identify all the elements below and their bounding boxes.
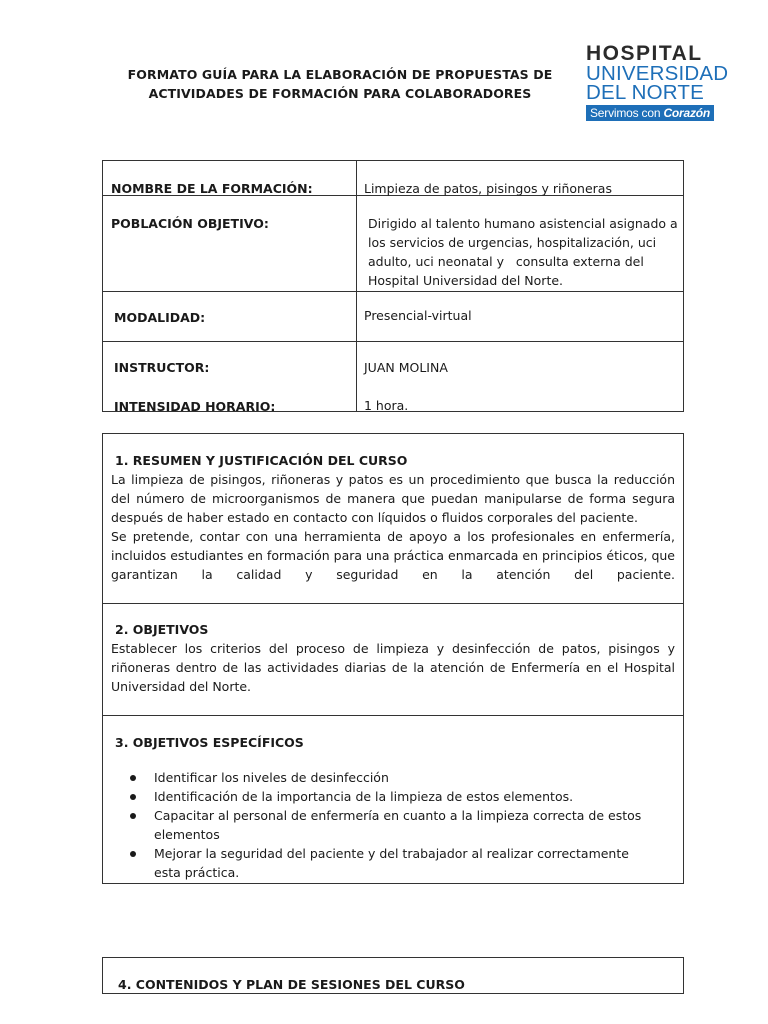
especificos-list: [130, 768, 650, 882]
resumen-paragraph-1: La limpieza de pisingos, riñoneras y patos es un procedimiento que busca la reducción del número de microorganismos de manera que puedan manipularse de forma segura después de haber estado en contacto con líquidos o fluidos corporales del paciente.: [111, 472, 675, 525]
bullet-icon: [130, 794, 136, 800]
poblacion-line: Dirigido al talento humano asistencial asignado a: [368, 216, 678, 231]
list-item: Capacitar al personal de enfermería en cuanto a la limpieza correcta de estos elementos: [130, 806, 650, 844]
value-nombre: Limpieza de patos, pisingos y riñoneras: [364, 181, 612, 196]
value-instructor: JUAN MOLINA: [364, 360, 448, 375]
section-divider: [103, 603, 683, 604]
value-poblacion: [368, 214, 680, 290]
label-intensidad: INTENSIDAD HORARIO:: [114, 399, 276, 414]
value-modalidad: Presencial-virtual: [364, 308, 472, 323]
label-modalidad: MODALIDAD:: [114, 310, 206, 325]
poblacion-line: los servicios de urgencias, hospitalización, uci: [368, 235, 657, 250]
table-column-divider: [356, 161, 357, 411]
list-item: Identificación de la importancia de la limpieza de estos elementos.: [130, 787, 650, 806]
objetivos-paragraph: Establecer los criterios del proceso de limpieza y desinfección de patos, pisingos y riñoneras dentro de las actividades diarias de la atención de Enfermería en el Hospital Universidad del Norte.: [111, 641, 675, 694]
objetivos-heading: 2. OBJETIVOS: [115, 622, 209, 637]
table-row-divider: [103, 291, 683, 292]
poblacion-line: adulto, uci neonatal y consulta externa del: [368, 254, 644, 269]
objetivos-body: [111, 639, 675, 696]
table-row-divider: [103, 341, 683, 342]
especificos-heading: 3. OBJETIVOS ESPECÍFICOS: [115, 735, 304, 750]
title-line-2: ACTIVIDADES DE FORMACIÓN PARA COLABORADORES: [148, 86, 532, 101]
hospital-logo: [586, 44, 746, 121]
title-line-1: FORMATO GUÍA PARA LA ELABORACIÓN DE PROPUESTAS DE: [127, 67, 553, 82]
contenidos-box: [102, 957, 684, 994]
bullet-icon: [130, 775, 136, 781]
label-instructor: INSTRUCTOR:: [114, 360, 210, 375]
section-divider: [103, 715, 683, 716]
tagline-bold: Corazón: [663, 106, 711, 120]
logo-tagline: [586, 105, 714, 121]
poblacion-line: Hospital Universidad del Norte.: [368, 273, 564, 288]
resumen-body: [111, 470, 675, 584]
resumen-paragraph-2: Se pretende, contar con una herramienta de apoyo a los profesionales en enfermería, incluidos estudiantes en formación para una práctica enmarcada en principios éticos, que garantizan la calidad y seguridad en la atención del paciente.: [111, 529, 675, 582]
logo-line-1: HOSPITAL: [586, 42, 703, 65]
logo-line-3: DEL NORTE: [586, 81, 704, 104]
document-title: [120, 65, 560, 103]
bullet-icon: [130, 851, 136, 857]
resumen-heading: 1. RESUMEN Y JUSTIFICACIÓN DEL CURSO: [115, 453, 408, 468]
bullet-icon: [130, 813, 136, 819]
label-poblacion: POBLACIÓN OBJETIVO:: [111, 216, 269, 231]
list-item: Mejorar la seguridad del paciente y del trabajador al realizar correctamente esta práctica.: [130, 844, 650, 882]
course-info-table: [102, 160, 684, 412]
list-item: Identificar los niveles de desinfección: [130, 768, 650, 787]
label-nombre: NOMBRE DE LA FORMACIÓN:: [111, 181, 313, 196]
logo-line-2: UNIVERSIDAD: [586, 62, 729, 85]
tagline-plain: Servimos con: [590, 106, 661, 120]
contenidos-heading: 4. CONTENIDOS Y PLAN DE SESIONES DEL CURSO: [118, 977, 465, 992]
value-intensidad: 1 hora.: [364, 398, 409, 413]
